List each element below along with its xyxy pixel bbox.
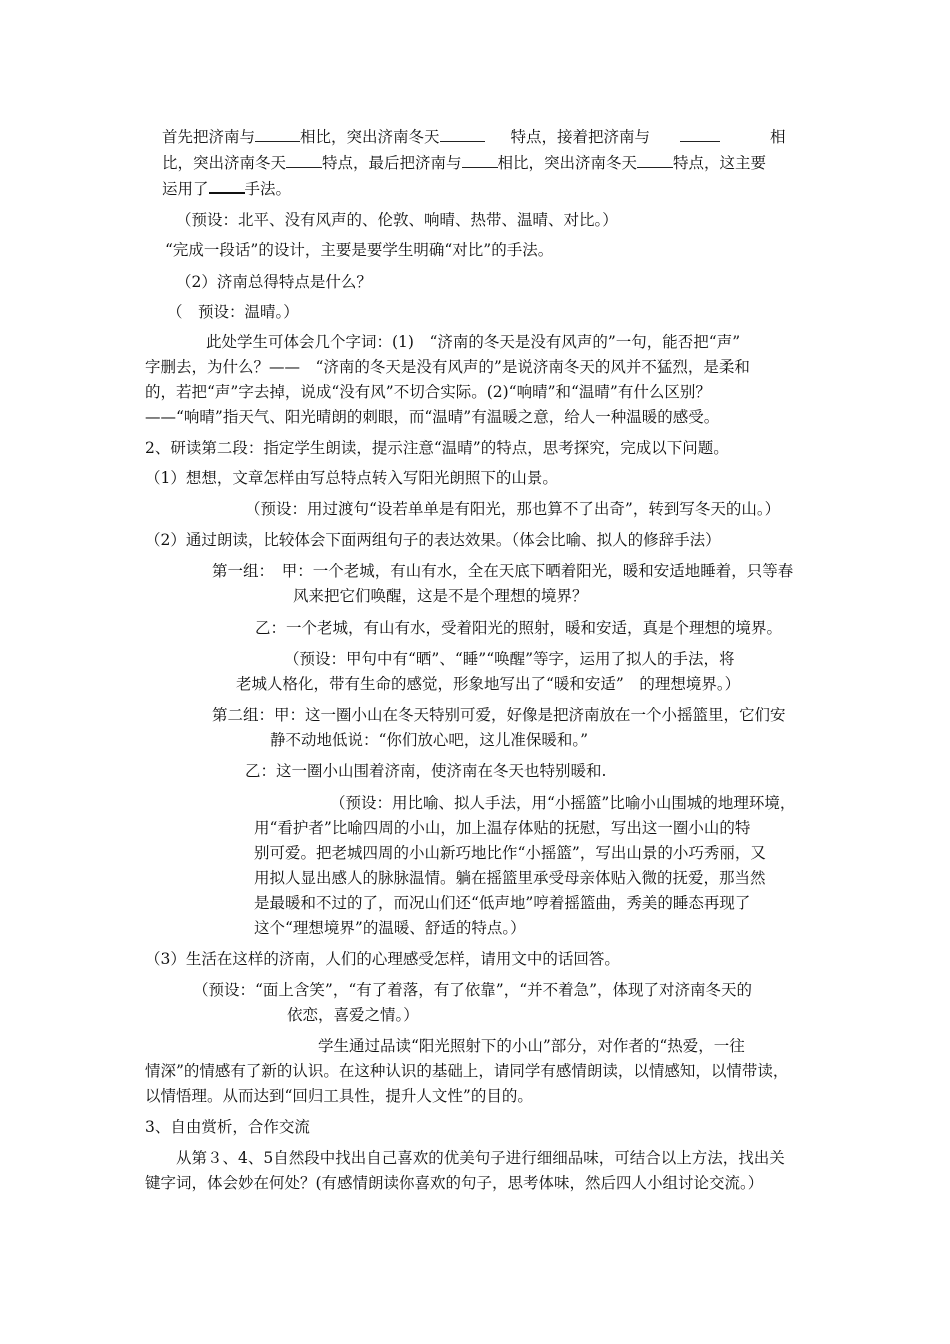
preset-answer: （ 预设：温晴。）: [167, 303, 299, 321]
preset-answer: 老城人格化，带有生命的感觉，形象地写出了“暖和安适” 的理想境界。）: [236, 675, 741, 693]
paragraph-line: 运用了 手法。: [162, 177, 291, 200]
paragraph-line: 字删去，为什么？—— “济南的冬天是没有风声的”是说济南冬天的风并不猛烈，是柔和: [145, 358, 750, 376]
example-sentence: 乙：一个老城，有山有水，受着阳光的照射，暖和安适，真是个理想的境界。: [255, 619, 783, 637]
paragraph-line: 以情悟理。从而达到“回归工具性，提升人文性”的目的。: [145, 1087, 533, 1105]
paragraph-line: 从第３、4、5自然段中找出自己喜欢的优美句子进行细细品味，可结合以上方法，找出关: [176, 1149, 785, 1167]
paragraph-line: 情深”的情感有了新的认识。在这种认识的基础上，请同学有感情朗读，以情感知，以情带读，: [145, 1062, 789, 1080]
section-heading: 2、研读第二段：指定学生朗读，提示注意“温晴”的特点，思考探究，完成以下问题。: [145, 439, 729, 457]
question: （3）生活在这样的济南，人们的心理感受怎样，请用文中的话回答。: [145, 950, 620, 968]
fill-blank: [255, 126, 300, 142]
fill-blank: [462, 152, 498, 168]
paragraph-line: 学生通过品读“阳光照射下的小山”部分，对作者的“热爱，一往: [318, 1037, 745, 1055]
preset-answer: （预设：甲句中有“晒”、“睡”“唤醒”等字，运用了拟人的手法，将: [284, 650, 735, 668]
paragraph-line: ——“响晴”指天气、阳光晴朗的刺眼，而“温晴”有温暖之意，给人一种温暖的感受。: [145, 408, 720, 426]
section-heading: 3、自由赏析，合作交流: [145, 1118, 310, 1136]
fill-blank: [286, 152, 322, 168]
fill-blank: [209, 177, 245, 194]
paragraph-line: 键字词，体会妙在何处？(有感情朗读你喜欢的句子，思考体味，然后四人小组讨论交流。）: [145, 1174, 764, 1192]
fill-blank: [637, 152, 673, 168]
example-sentence: 乙：这一圈小山围着济南，使济南在冬天也特别暖和.: [245, 762, 607, 780]
fill-blank: [440, 126, 485, 142]
example-sentence: 风来把它们唤醒，这是不是个理想的境界？: [293, 587, 588, 605]
paragraph-line: 比，突出济南冬天 特点，最后把济南与 相比，突出济南冬天 特点，这主要: [162, 154, 767, 172]
paragraph-line: 的，若把“声”字去掉，说成“没有风”不切合实际。(2)“响晴”和“温晴”有什么区别？: [145, 383, 711, 401]
design-note: “完成一段话”的设计，主要是要学生明确“对比”的手法。: [165, 241, 554, 259]
question: （1）想想，文章怎样由写总特点转入写阳光朗照下的山景。: [145, 469, 558, 487]
question: （2）济南总得特点是什么？: [176, 273, 372, 291]
paragraph-line: 首先把济南与 相比，突出济南冬天 特点，接着把济南与 相: [162, 128, 786, 146]
preset-answer: 用拟人显出感人的脉脉温情。躺在摇篮里承受母亲体贴入微的抚爱，那当然: [254, 869, 766, 887]
fill-blank: [680, 126, 720, 142]
paragraph-line: 此处学生可体会几个字词：(1) “济南的冬天是没有风声的”一句，能否把“声”: [206, 333, 741, 351]
preset-answer: 别可爱。把老城四周的小山新巧地比作“小摇篮”，写出山景的小巧秀丽，又: [254, 844, 766, 862]
example-sentence: 静不动地低说：“你们放心吧，这儿准保暖和。”: [270, 731, 589, 749]
preset-answer: （预设：“面上含笑”，“有了着落，有了依靠”，“并不着急”，体现了对济南冬天的: [193, 981, 753, 999]
example-sentence: 第二组：甲：这一圈小山在冬天特别可爱，好像是把济南放在一个小摇篮里，它们安: [212, 706, 786, 724]
preset-answer: 是最暖和不过的了，而况山们还“低声地”哼着摇篮曲，秀美的睡态再现了: [254, 894, 751, 912]
preset-answer: （预设：用过渡句“设若单单是有阳光，那也算不了出奇”，转到写冬天的山。）: [245, 500, 781, 518]
preset-answer: 用“看护者”比喻四周的小山，加上温存体贴的抚慰，写出这一圈小山的特: [254, 819, 751, 837]
example-sentence: 第一组： 甲：一个老城，有山有水，全在天底下晒着阳光，暖和安适地睡着，只等春: [212, 562, 794, 580]
preset-answer: 依恋，喜爱之情。）: [287, 1006, 419, 1024]
question: （2）通过朗读，比较体会下面两组句子的表达效果。（体会比喻、拟人的修辞手法）: [145, 531, 721, 549]
preset-answer: 这个“理想境界”的温暖、舒适的特点。）: [254, 919, 526, 937]
preset-answer: （预设：北平、没有风声的、伦敦、响晴、热带、温晴、对比。）: [176, 211, 618, 229]
preset-answer: （预设：用比喻、拟人手法，用“小摇篮”比喻小山围城的地理环境，: [330, 794, 796, 812]
